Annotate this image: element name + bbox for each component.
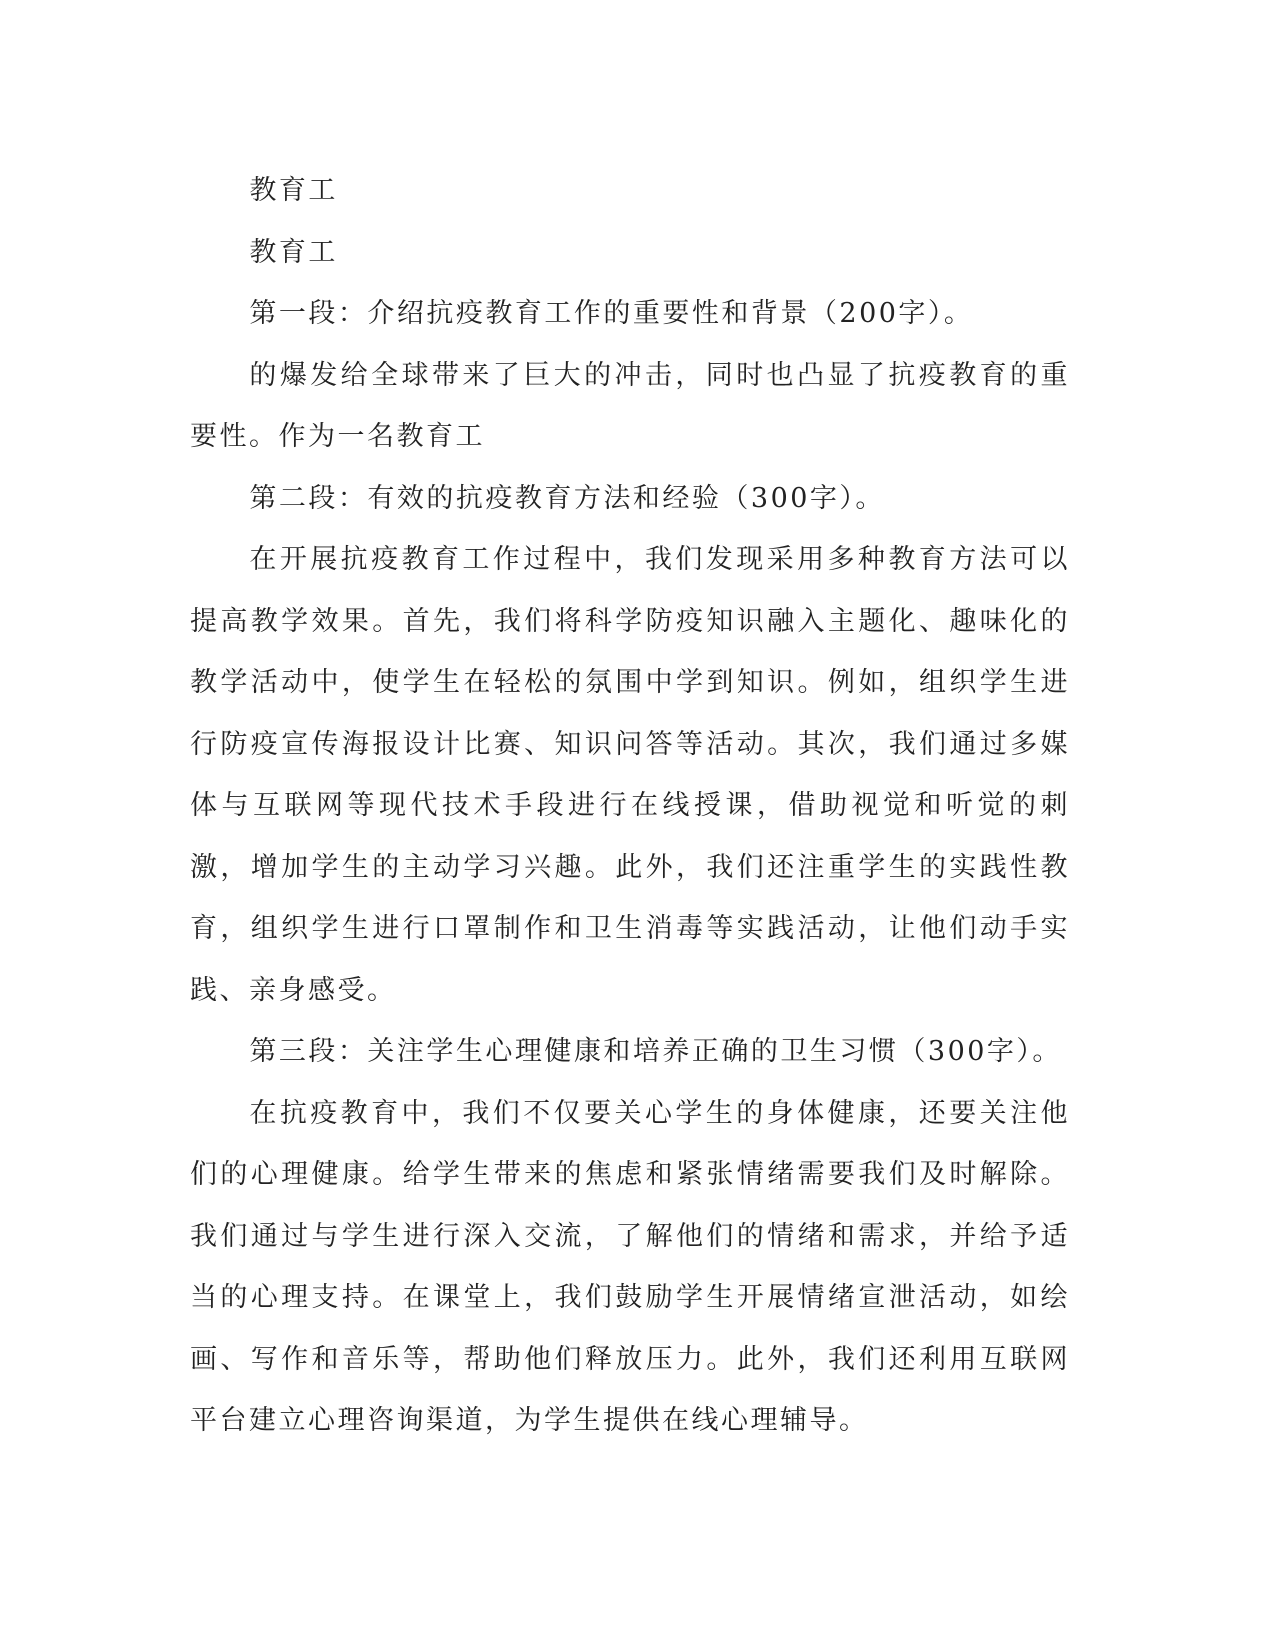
paragraph-3: 的爆发给全球带来了巨大的冲击，同时也凸显了抗疫教育的重要性。作为一名教育工 bbox=[190, 359, 1070, 452]
document-body bbox=[190, 160, 1070, 1452]
paragraph-1: 教育工 bbox=[249, 175, 338, 206]
paragraph-2: 教育工 bbox=[249, 236, 338, 268]
paragraph-4: 在开展抗疫教育工作过程中，我们发现采用多种教育方法可以提高教学效果。首先，我们将科学防疫知识融入主题化、趣味化的教学活动中，使学生在轻松的氛围中学到知识。例如，组织学生进行防疫宣传海报设计比赛、知识问答等活动。其次，我们通过多媒体与互联网等现代技术手段进行在线授课，借助视觉和听觉的刺激，增加学生的主动学习兴趣。此外，我们还注重学生的实践性教育，组织学生进行口罩制作和卫生消毒等实践活动，让他们动手实践、亲身感受。 bbox=[190, 544, 1070, 1006]
section-heading-2: 第二段：有效的抗疫教育方法和经验（300字）。 bbox=[249, 482, 885, 514]
section-heading-3: 第三段：关注学生心理健康和培养正确的卫生习惯（300字）。 bbox=[249, 1036, 1062, 1067]
section-heading-1: 第一段：介绍抗疫教育工作的重要性和背景（200字）。 bbox=[249, 298, 974, 329]
paragraph-5: 在抗疫教育中，我们不仅要关心学生的身体健康，还要关注他们的心理健康。给学生带来的焦虑和紧张情绪需要我们及时解除。我们通过与学生进行深入交流，了解他们的情绪和需求，并给予适当的心理支持。在课堂上，我们鼓励学生开展情绪宣泄活动，如绘画、写作和音乐等，帮助他们释放压力。此外，我们还利用互联网平台建立心理咨询渠道，为学生提供在线心理辅导。 bbox=[190, 1097, 1070, 1436]
